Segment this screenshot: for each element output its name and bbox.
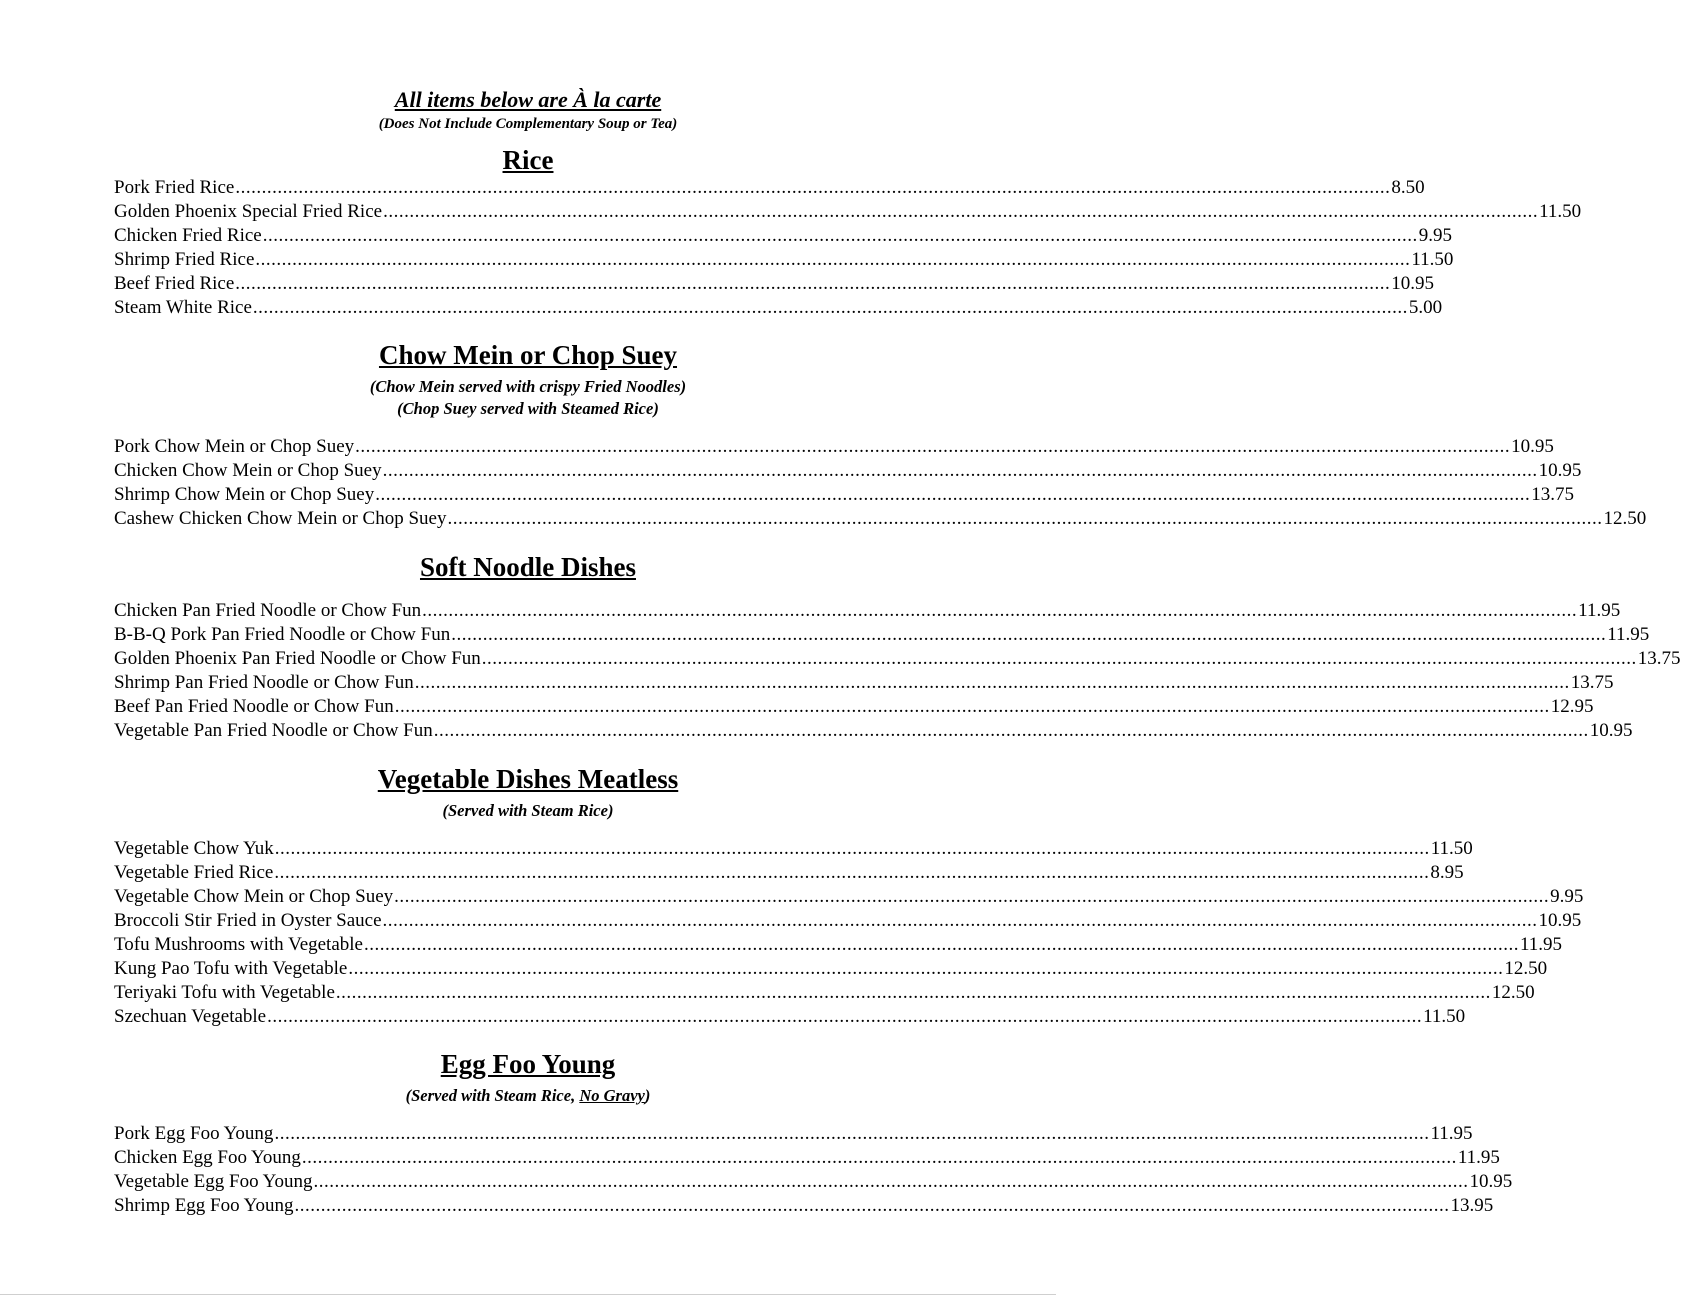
menu-item-row — [114, 1146, 1500, 1170]
menu-item-name: Beef Pan Fried Noodle or Chow Fun — [114, 696, 394, 717]
dot-leader: ............................................................................................................................................................................................................................ — [267, 1006, 1423, 1027]
egg-foo-young-note-suffix: ) — [644, 1086, 651, 1105]
menu-item-price: 11.50 — [1430, 838, 1473, 859]
egg-foo-young-note — [0, 1085, 1056, 1107]
menu-item-row — [114, 1170, 1513, 1194]
dot-leader: ............................................................................................................................................................................................................................ — [382, 910, 1538, 931]
menu-item-price: 12.50 — [1491, 982, 1535, 1003]
menu-item-row — [114, 861, 1464, 885]
dot-leader: ............................................................................................................................................................................................................................ — [383, 201, 1539, 222]
page-bottom-rule — [0, 1294, 1056, 1295]
dot-leader: ............................................................................................................................................................................................................................ — [422, 600, 1578, 621]
menu-item-price: 13.75 — [1531, 484, 1574, 505]
menu-item-row — [114, 296, 1443, 320]
egg-foo-young-note-prefix: (Served with Steam Rice, — [405, 1086, 580, 1105]
menu-item-row — [114, 1005, 1466, 1029]
menu-item-name: Chicken Pan Fried Noodle or Chow Fun — [114, 600, 422, 621]
dot-leader: ............................................................................................................................................................................................................................ — [335, 982, 1491, 1003]
menu-item-price: 10.95 — [1538, 460, 1582, 481]
chow-mein-item-list — [114, 435, 1647, 531]
menu-item-row — [114, 623, 1650, 647]
main-title: All items below are À la carte — [394, 87, 662, 112]
menu-item-name: Shrimp Fried Rice — [114, 249, 255, 270]
menu-item-name: Tofu Mushrooms with Vegetable — [114, 934, 363, 955]
menu-item-price: 12.50 — [1603, 508, 1647, 529]
no-gravy-note: No Gravy — [579, 1086, 645, 1105]
dot-leader: ............................................................................................................................................................................................................................ — [274, 838, 1430, 859]
menu-item-price: 12.95 — [1550, 696, 1594, 717]
dot-leader: ............................................................................................................................................................................................................................ — [262, 225, 1418, 246]
dot-leader: ............................................................................................................................................................................................................................ — [375, 484, 1531, 505]
menu-item-row — [114, 671, 1614, 695]
vegetable-note: (Served with Steam Rice) — [442, 801, 614, 820]
menu-item-row — [114, 1122, 1473, 1146]
menu-item-name: Pork Fried Rice — [114, 177, 235, 198]
egg-foo-young-section-title: Egg Foo Young — [440, 1049, 616, 1079]
dot-leader: ............................................................................................................................................................................................................................ — [252, 297, 1408, 318]
dot-leader: ............................................................................................................................................................................................................................ — [274, 1123, 1430, 1144]
menu-item-name: B-B-Q Pork Pan Fried Noodle or Chow Fun — [114, 624, 451, 645]
dot-leader: ............................................................................................................................................................................................................................ — [394, 886, 1550, 907]
menu-item-price: 11.50 — [1539, 201, 1582, 222]
menu-item-name: Szechuan Vegetable — [114, 1006, 267, 1027]
dot-leader: ............................................................................................................................................................................................................................ — [274, 862, 1430, 883]
chow-mein-note: (Chow Mein served with crispy Fried Noodles) — [369, 377, 687, 396]
menu-item-name: Kung Pao Tofu with Vegetable — [114, 958, 348, 979]
menu-item-price: 13.75 — [1637, 648, 1681, 669]
dot-leader: ............................................................................................................................................................................................................................ — [433, 720, 1589, 741]
menu-item-name: Shrimp Pan Fried Noodle or Chow Fun — [114, 672, 414, 693]
chop-suey-note: (Chop Suey served with Steamed Rice) — [397, 399, 659, 418]
menu-item-row — [114, 909, 1582, 933]
menu-item-row — [114, 224, 1452, 248]
menu-item-price: 13.95 — [1450, 1195, 1494, 1216]
menu-item-price: 11.95 — [1520, 934, 1563, 955]
menu-item-row — [114, 981, 1535, 1005]
menu-item-row — [114, 435, 1554, 459]
menu-item-price: 8.50 — [1391, 177, 1425, 198]
menu-item-price: 11.95 — [1457, 1147, 1500, 1168]
menu-item-name: Broccoli Stir Fried in Oyster Sauce — [114, 910, 382, 931]
menu-item-name: Chicken Chow Mein or Chop Suey — [114, 460, 382, 481]
dot-leader: ............................................................................................................................................................................................................................ — [235, 177, 1391, 198]
menu-item-name: Vegetable Chow Yuk — [114, 838, 274, 859]
menu-item-name: Pork Egg Foo Young — [114, 1123, 274, 1144]
menu-item-name: Pork Chow Mein or Chop Suey — [114, 436, 355, 457]
soft-noodle-item-list — [114, 599, 1681, 743]
dot-leader: ............................................................................................................................................................................................................................ — [235, 273, 1391, 294]
dot-leader: ............................................................................................................................................................................................................................ — [481, 648, 1637, 669]
dot-leader: ............................................................................................................................................................................................................................ — [414, 672, 1570, 693]
menu-item-price: 11.95 — [1578, 600, 1621, 621]
menu-item-row — [114, 647, 1681, 671]
menu-item-name: Cashew Chicken Chow Mein or Chop Suey — [114, 508, 447, 529]
menu-item-name: Vegetable Chow Mein or Chop Suey — [114, 886, 394, 907]
menu-item-price: 11.95 — [1430, 1123, 1473, 1144]
soft-noodle-section-title: Soft Noodle Dishes — [419, 552, 636, 582]
menu-item-name: Vegetable Egg Foo Young — [114, 1171, 313, 1192]
menu-item-name: Golden Phoenix Pan Fried Noodle or Chow Fun — [114, 648, 481, 669]
menu-item-name: Shrimp Chow Mein or Chop Suey — [114, 484, 375, 505]
menu-item-row — [114, 272, 1435, 296]
menu-item-price: 11.95 — [1607, 624, 1650, 645]
menu-item-price: 9.95 — [1418, 225, 1452, 246]
dot-leader: ............................................................................................................................................................................................................................ — [394, 696, 1550, 717]
menu-item-name: Teriyaki Tofu with Vegetable — [114, 982, 335, 1003]
menu-item-row — [114, 483, 1574, 507]
menu-item-price: 11.50 — [1423, 1006, 1466, 1027]
menu-item-price: 9.95 — [1550, 886, 1584, 907]
rice-section-title: Rice — [502, 145, 554, 175]
chow-mein-section-title: Chow Mein or Chop Suey — [378, 340, 678, 370]
menu-item-row — [114, 719, 1633, 743]
main-subtitle: (Does Not Include Complementary Soup or Tea) — [378, 116, 678, 132]
menu-item-row — [114, 695, 1594, 719]
menu-item-row — [114, 933, 1563, 957]
menu-item-row — [114, 1194, 1494, 1218]
menu-item-name: Vegetable Pan Fried Noodle or Chow Fun — [114, 720, 433, 741]
menu-item-name: Chicken Fried Rice — [114, 225, 262, 246]
menu-item-price: 10.95 — [1589, 720, 1633, 741]
menu-item-row — [114, 248, 1454, 272]
menu-item-row — [114, 200, 1582, 224]
vegetable-section-title: Vegetable Dishes Meatless — [377, 764, 679, 794]
menu-item-row — [114, 837, 1473, 861]
vegetable-item-list — [114, 837, 1584, 1029]
dot-leader: ............................................................................................................................................................................................................................ — [313, 1171, 1469, 1192]
dot-leader: ............................................................................................................................................................................................................................ — [382, 460, 1538, 481]
menu-item-price: 10.95 — [1538, 910, 1582, 931]
dot-leader: ............................................................................................................................................................................................................................ — [451, 624, 1607, 645]
menu-item-price: 5.00 — [1408, 297, 1443, 318]
menu-item-name: Golden Phoenix Special Fried Rice — [114, 201, 383, 222]
menu-item-price: 10.95 — [1391, 273, 1435, 294]
menu-item-name: Vegetable Fried Rice — [114, 862, 274, 883]
menu-item-row — [114, 176, 1425, 200]
menu-item-row — [114, 459, 1582, 483]
menu-item-name: Steam White Rice — [114, 297, 252, 318]
dot-leader: ............................................................................................................................................................................................................................ — [447, 508, 1603, 529]
menu-item-name: Beef Fried Rice — [114, 273, 235, 294]
menu-item-row — [114, 957, 1548, 981]
menu-item-price: 13.75 — [1570, 672, 1614, 693]
menu-item-price: 8.95 — [1430, 862, 1464, 883]
dot-leader: ............................................................................................................................................................................................................................ — [255, 249, 1411, 270]
menu-item-row — [114, 507, 1647, 531]
rice-item-list — [114, 176, 1582, 320]
egg-foo-young-item-list — [114, 1122, 1513, 1218]
menu-item-name: Shrimp Egg Foo Young — [114, 1195, 294, 1216]
dot-leader: ............................................................................................................................................................................................................................ — [364, 934, 1519, 955]
dot-leader: ............................................................................................................................................................................................................................ — [301, 1147, 1457, 1168]
menu-item-price: 11.50 — [1411, 249, 1454, 270]
menu-item-row — [114, 885, 1584, 909]
dot-leader: ............................................................................................................................................................................................................................ — [355, 436, 1511, 457]
menu-item-row — [114, 599, 1621, 623]
menu-item-price: 10.95 — [1469, 1171, 1513, 1192]
dot-leader: ............................................................................................................................................................................................................................ — [294, 1195, 1450, 1216]
dot-leader: ............................................................................................................................................................................................................................ — [348, 958, 1504, 979]
menu-item-name: Chicken Egg Foo Young — [114, 1147, 301, 1168]
menu-item-price: 10.95 — [1511, 436, 1554, 457]
menu-item-price: 12.50 — [1504, 958, 1548, 979]
